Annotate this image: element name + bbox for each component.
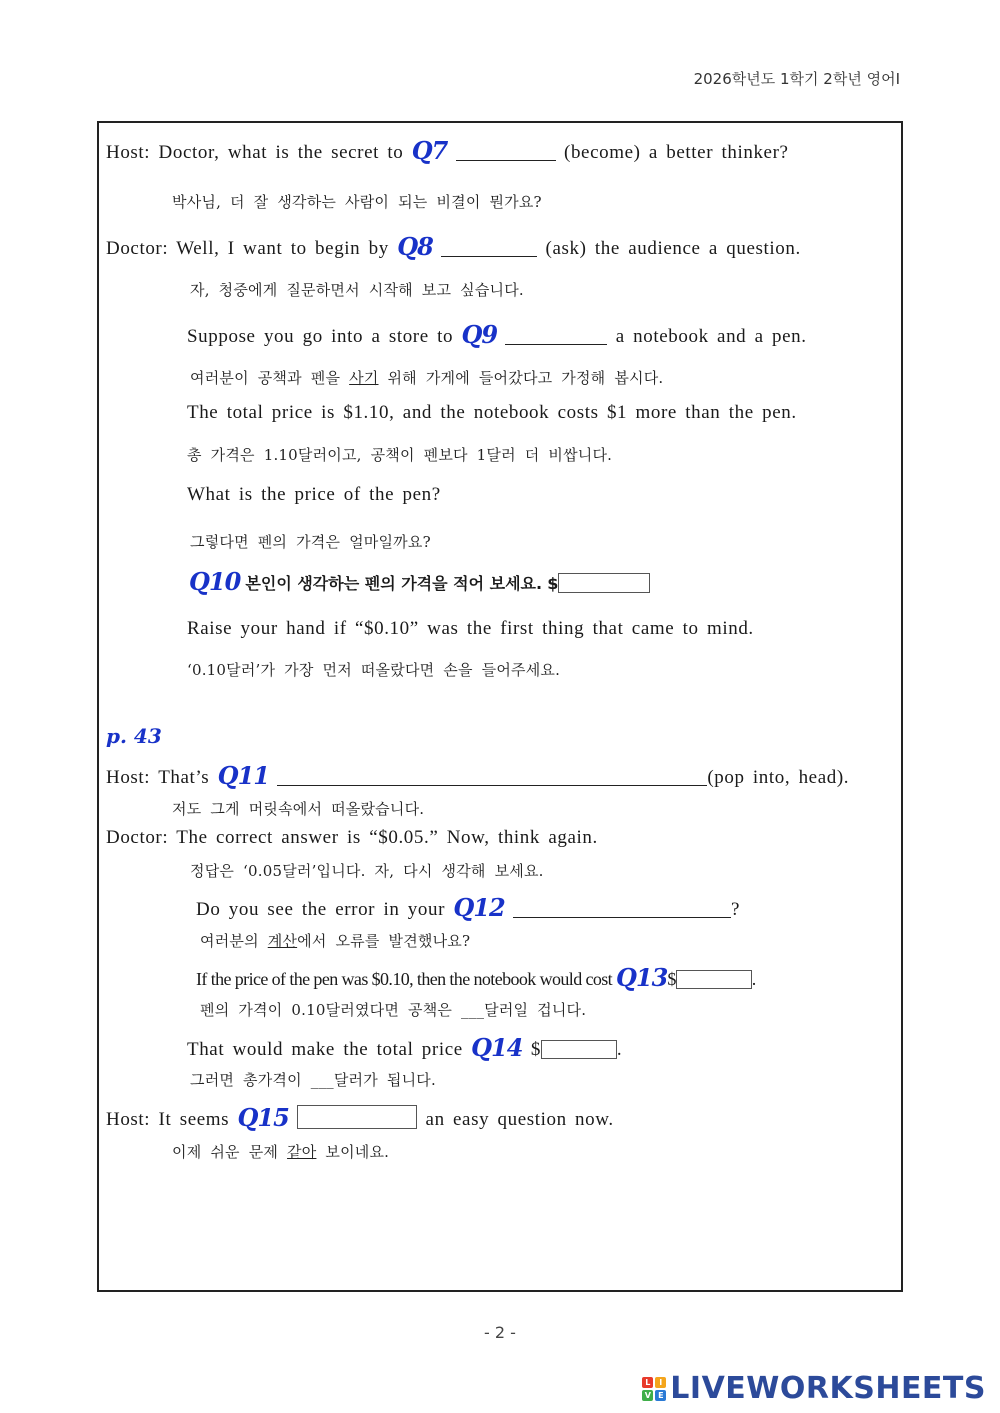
line-q15 (106, 1103, 614, 1132)
dollar-sign: $ (547, 574, 559, 593)
line-text: It seems (158, 1109, 230, 1130)
question-label-q14: Q14 (471, 1033, 523, 1062)
line-text: Do you see the error in your (196, 899, 446, 920)
line-text: . (616, 1039, 623, 1060)
line-q14 (187, 1033, 622, 1062)
translation-correct-answer: 정답은 ‘0.05달러’입니다. 자, 다시 생각해 보세요. (190, 862, 544, 880)
line-text: (become) a better thinker? (564, 142, 789, 163)
translation-q11: 저도 그게 머릿속에서 떠올랐습니다. (172, 800, 425, 818)
speaker-doctor: Doctor: (106, 238, 169, 259)
line-q12 (196, 893, 740, 922)
question-label-q10: Q10 (189, 567, 241, 596)
answer-blank-q7[interactable] (456, 142, 556, 161)
question-label-q15: Q15 (237, 1103, 289, 1132)
line-total-price: The total price is $1.10, and the notebook costs $1 more than the pen. (187, 402, 797, 423)
question-label-q12: Q12 (453, 893, 505, 922)
answer-box-q14[interactable] (541, 1040, 617, 1059)
answer-box-q13[interactable] (676, 970, 752, 989)
logo-text: LIVEWORKSHEETS (670, 1371, 986, 1406)
speaker-host: Host: (106, 1109, 151, 1130)
logo-letter: V (642, 1390, 653, 1401)
line-q8 (106, 232, 801, 261)
logo-icon (642, 1377, 666, 1401)
translation-q14: 그러면 총가격이 ___달러가 됩니다. (190, 1071, 436, 1089)
question-label-q13: Q13 (616, 963, 668, 992)
translation-text: 여러분이 공책과 펜을 (190, 369, 341, 387)
translation-raise-hand: ‘0.10달러’가 가장 먼저 떠올랐다면 손을 들어주세요. (187, 661, 561, 679)
answer-blank-q9[interactable] (505, 326, 607, 345)
translation-q7: 박사님, 더 잘 생각하는 사람이 되는 비결이 뭔가요? (172, 193, 542, 211)
line-text: (pop into, head). (707, 767, 850, 788)
dollar-sign: $ (530, 1039, 541, 1060)
question-label-q8: Q8 (397, 232, 433, 261)
line-text: That would make the total price (187, 1039, 463, 1060)
logo-letter: E (655, 1390, 666, 1401)
line-pen-price-question: What is the price of the pen? (187, 484, 441, 505)
translation-q15 (172, 1141, 389, 1162)
line-q10 (189, 567, 650, 596)
question-label-q9: Q9 (461, 320, 498, 349)
line-raise-hand: Raise your hand if “$0.10” was the first thing that came to mind. (187, 618, 754, 639)
line-text: Doctor, what is the secret to (158, 142, 404, 163)
line-q13 (196, 963, 756, 992)
logo-letter: L (642, 1377, 653, 1388)
underlined-word: 같아 (287, 1143, 317, 1161)
line-text: (ask) the audience a question. (545, 238, 801, 259)
translation-text: 에서 오류를 발견했나요? (297, 932, 471, 950)
line-text: ? (731, 899, 741, 920)
translation-q13: 펜의 가격이 0.10달러였다면 공책은 ___달러일 겁니다. (200, 1001, 587, 1019)
translation-text: 보이네요. (325, 1143, 390, 1161)
answer-box-q15[interactable] (297, 1105, 417, 1129)
line-text: If the price of the pen was $0.10, then the notebook would cost (196, 969, 613, 989)
line-q11 (106, 761, 849, 790)
q10-instruction: 본인이 생각하는 펜의 가격을 적어 보세요. (245, 574, 543, 593)
translation-total-price: 총 가격은 1.10달러이고, 공책이 펜보다 1달러 더 비쌉니다. (187, 446, 613, 464)
translation-q9 (190, 367, 663, 388)
question-label-q11: Q11 (217, 761, 269, 790)
dollar-sign: $ (667, 969, 676, 989)
line-text: Suppose you go into a store to (187, 326, 454, 347)
logo-letter: I (655, 1377, 666, 1388)
line-q9 (187, 320, 807, 349)
line-text: Well, I want to begin by (176, 238, 389, 259)
translation-q8: 자, 청중에게 질문하면서 시작해 보고 싶습니다. (190, 281, 524, 299)
page-header: 2026학년도 1학기 2학년 영어Ⅰ (693, 70, 900, 88)
answer-blank-q12[interactable] (513, 899, 731, 918)
translation-text: 이제 쉬운 문제 (172, 1143, 279, 1161)
underlined-word: 사기 (349, 369, 379, 387)
speaker-host: Host: (106, 767, 151, 788)
line-text: a notebook and a pen. (615, 326, 807, 347)
translation-text: 여러분의 (200, 932, 259, 950)
translation-q12 (200, 930, 470, 951)
line-q7 (106, 136, 789, 165)
underlined-word: 계산 (267, 932, 298, 950)
question-label-q7: Q7 (411, 136, 448, 165)
speaker-doctor: Doctor: (106, 827, 169, 848)
answer-blank-q11[interactable] (277, 767, 707, 786)
liveworksheets-logo[interactable] (642, 1371, 986, 1406)
line-correct-answer (106, 827, 598, 849)
line-text: . (751, 969, 756, 989)
answer-blank-q8[interactable] (441, 238, 537, 257)
page-number: - 2 - (484, 1323, 516, 1342)
line-text: an easy question now. (425, 1109, 614, 1130)
answer-box-q10[interactable] (558, 573, 650, 593)
line-text: That’s (158, 767, 210, 788)
translation-text: 위해 가게에 들어갔다고 가정해 봅시다. (387, 369, 664, 387)
speaker-host: Host: (106, 142, 151, 163)
line-text: The correct answer is “$0.05.” Now, think again. (176, 827, 598, 848)
page-reference: p. 43 (106, 724, 162, 748)
translation-pen-price-question: 그렇다면 펜의 가격은 얼마일까요? (190, 533, 431, 551)
